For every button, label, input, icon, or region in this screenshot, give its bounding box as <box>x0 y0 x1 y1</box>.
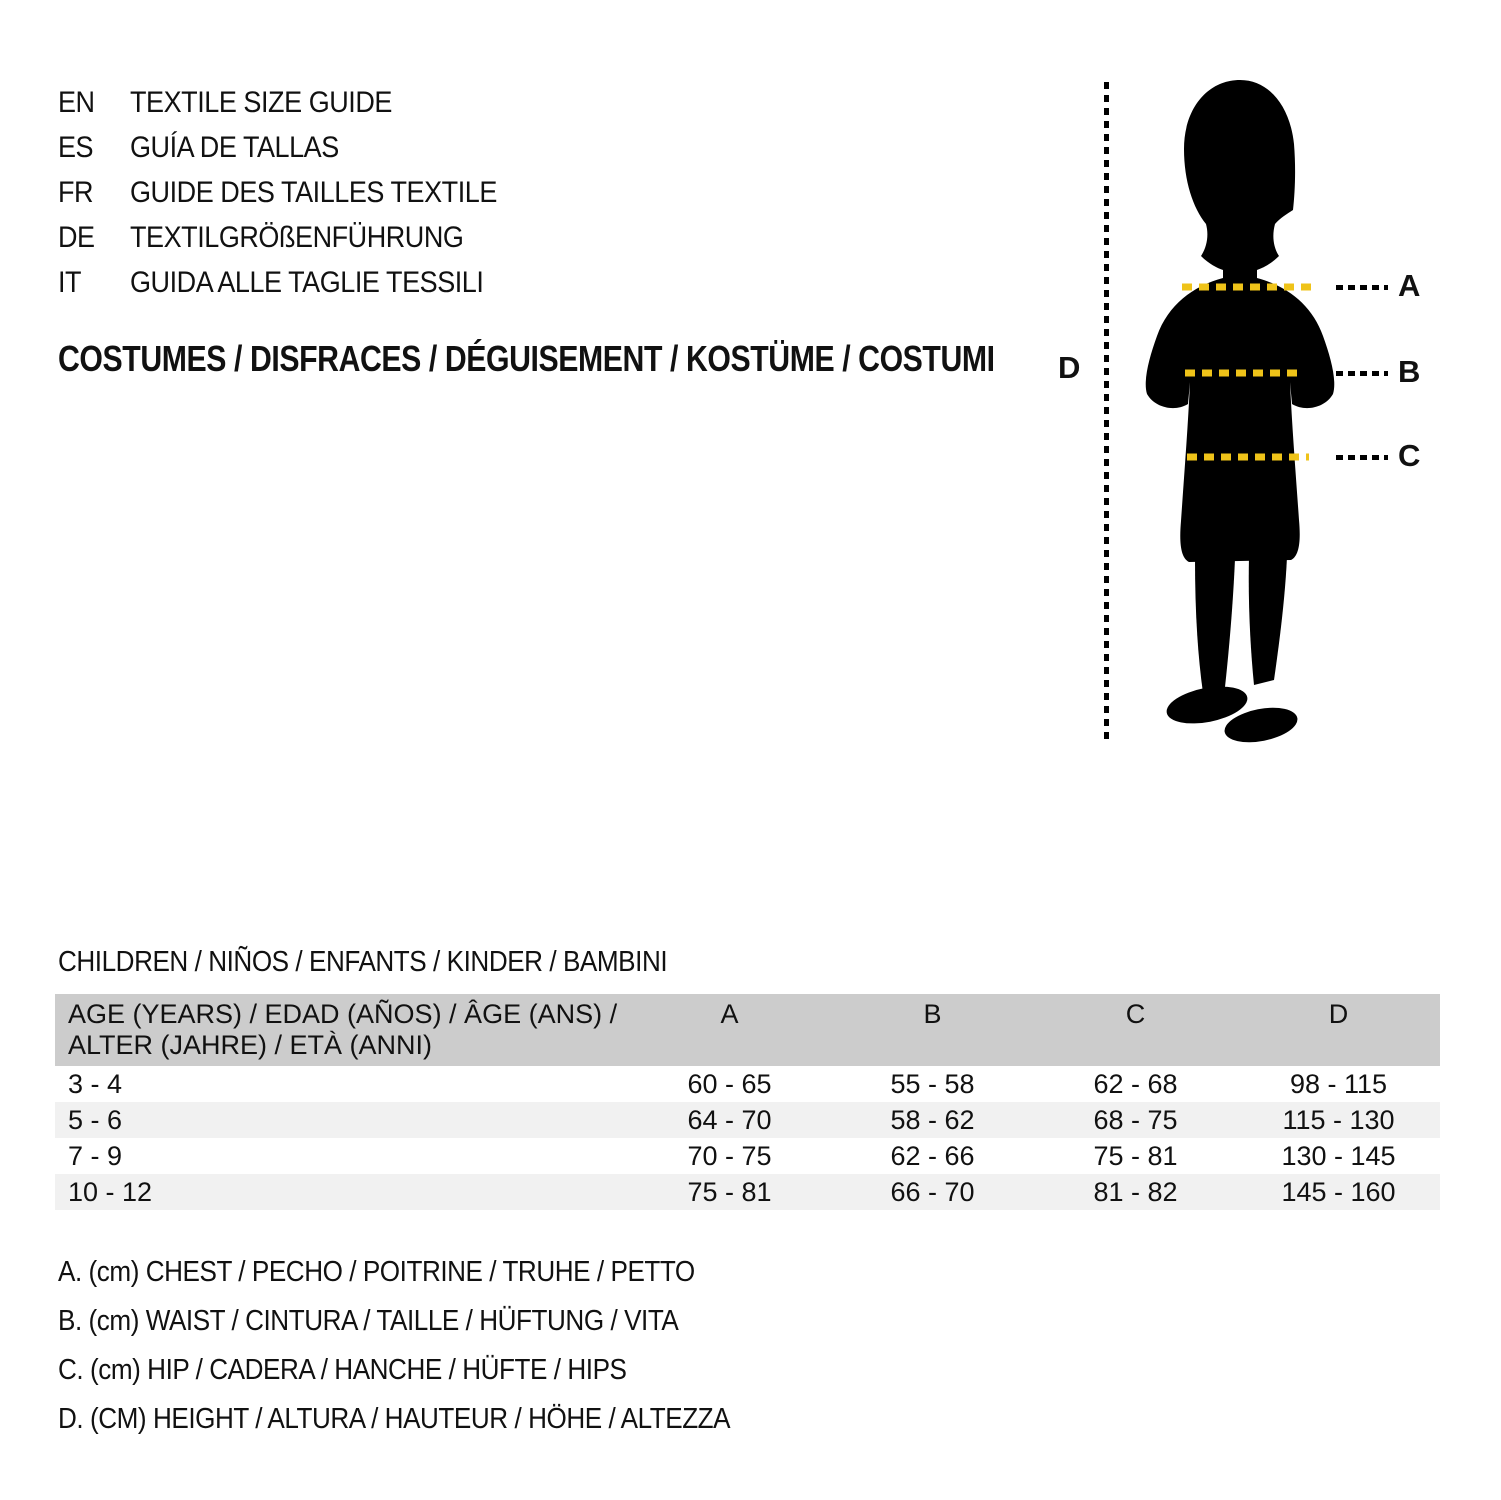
table-header-row <box>55 994 1440 1066</box>
language-guide-list <box>58 80 497 305</box>
waist-cell: 62 - 66 <box>890 1140 975 1171</box>
language-code: EN <box>58 85 95 119</box>
age-column-header <box>55 994 628 1066</box>
language-row-de <box>58 215 497 260</box>
hip-cell: 81 - 82 <box>1093 1176 1178 1207</box>
chest-label: A <box>1398 268 1421 303</box>
chest-cell: 60 - 65 <box>687 1068 772 1099</box>
waist-cell: 66 - 70 <box>890 1176 975 1207</box>
section-title-children: CHILDREN / NIÑOS / ENFANTS / KINDER / BAMBINI <box>58 946 668 978</box>
age-cell: 3 - 4 <box>68 1068 123 1099</box>
column-header-a: A <box>720 999 739 1029</box>
language-code: IT <box>58 265 82 299</box>
hip-leader-line <box>1336 455 1388 460</box>
column-header-d: D <box>1328 999 1349 1029</box>
chest-cell: 75 - 81 <box>687 1176 772 1207</box>
column-header-b: B <box>923 999 942 1029</box>
age-cell: 10 - 12 <box>68 1176 153 1207</box>
age-header-line1: AGE (YEARS) / EDAD (AÑOS) / ÂGE (ANS) / <box>68 999 618 1029</box>
height-cell: 98 - 115 <box>1289 1068 1388 1099</box>
height-label: D <box>1058 350 1081 385</box>
child-silhouette-icon <box>1137 75 1342 747</box>
hip-label: C <box>1398 438 1421 473</box>
language-title: TEXTILE SIZE GUIDE <box>130 85 392 119</box>
waist-leader-line <box>1336 371 1388 376</box>
language-title: GUIDE DES TAILLES TEXTILE <box>130 175 497 209</box>
chest-leader-line <box>1336 285 1388 290</box>
chest-cell: 64 - 70 <box>687 1104 772 1135</box>
language-title: GUIDA ALLE TAGLIE TESSILI <box>130 265 484 299</box>
column-header-c: C <box>1125 999 1146 1029</box>
language-title: GUÍA DE TALLAS <box>130 130 339 164</box>
hip-cell: 62 - 68 <box>1093 1068 1178 1099</box>
language-row-it <box>58 260 497 305</box>
legend-height: D. (CM) HEIGHT / ALTURA / HAUTEUR / HÖHE / ALTEZZA <box>58 1403 731 1435</box>
legend-hip: C. (cm) HIP / CADERA / HANCHE / HÜFTE / HIPS <box>58 1354 627 1386</box>
age-cell: 5 - 6 <box>68 1104 123 1135</box>
table-row <box>55 1102 1440 1138</box>
legend-waist: B. (cm) WAIST / CINTURA / TAILLE / HÜFTUNG / VITA <box>58 1305 679 1337</box>
language-code: ES <box>58 130 94 164</box>
hip-cell: 75 - 81 <box>1093 1140 1178 1171</box>
language-title: TEXTILGRÖßENFÜHRUNG <box>130 220 464 254</box>
table-row <box>55 1174 1440 1210</box>
waist-cell: 58 - 62 <box>890 1104 975 1135</box>
category-title: COSTUMES / DISFRACES / DÉGUISEMENT / KOSTÜME / COSTUMI <box>58 338 995 379</box>
language-code: FR <box>58 175 94 209</box>
waist-cell: 55 - 58 <box>890 1068 975 1099</box>
height-measure-dotted-line <box>1104 82 1109 745</box>
children-size-table <box>55 994 1440 1210</box>
height-cell: 145 - 160 <box>1281 1176 1396 1207</box>
height-cell: 130 - 145 <box>1281 1140 1396 1171</box>
waist-label: B <box>1398 354 1421 389</box>
language-row-en <box>58 80 497 125</box>
table-row <box>55 1138 1440 1174</box>
language-row-fr <box>58 170 497 215</box>
age-header-line2: ALTER (JAHRE) / ETÀ (ANNI) <box>68 1030 433 1060</box>
language-row-es <box>58 125 497 170</box>
age-cell: 7 - 9 <box>68 1140 123 1171</box>
measurement-legend <box>58 1248 730 1444</box>
height-cell: 115 - 130 <box>1282 1104 1395 1135</box>
hip-cell: 68 - 75 <box>1093 1104 1178 1135</box>
chest-cell: 70 - 75 <box>687 1140 772 1171</box>
legend-chest: A. (cm) CHEST / PECHO / POITRINE / TRUHE / PETTO <box>58 1256 695 1288</box>
table-row <box>55 1066 1440 1102</box>
language-code: DE <box>58 220 95 254</box>
